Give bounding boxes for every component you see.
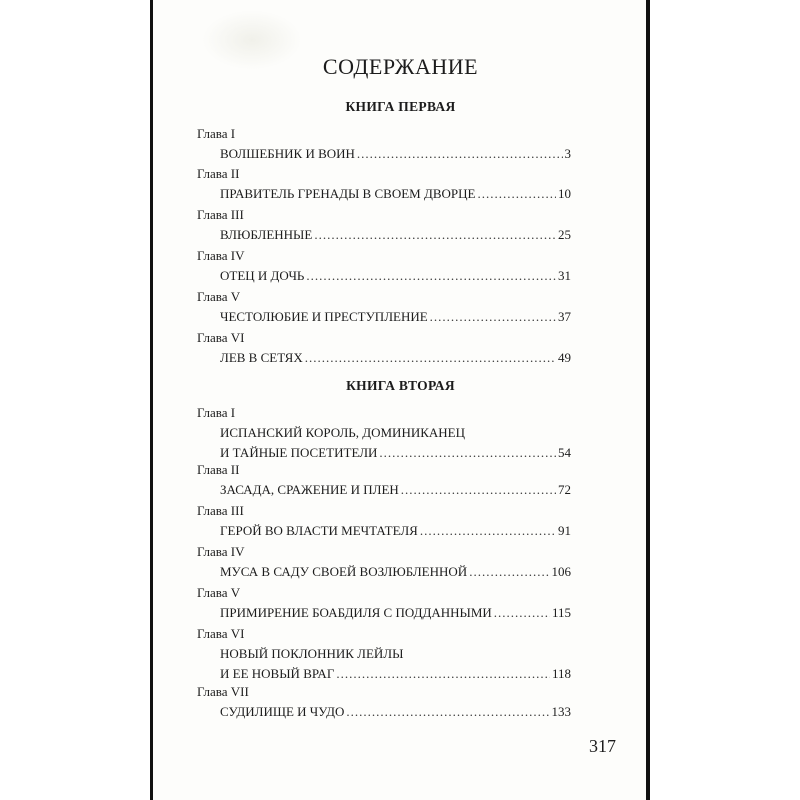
dot-leader (494, 605, 550, 621)
chapter-label: Глава V (197, 585, 241, 600)
dot-leader (357, 146, 563, 162)
book-heading: КНИГА ПЕРВАЯ (345, 99, 456, 114)
book-page (152, 0, 649, 800)
chapter-title: СУДИЛИЩЕ И ЧУДО (220, 704, 345, 719)
dot-leader (314, 227, 556, 243)
chapter-title: ЛЕВ В СЕТЯХ (220, 350, 303, 365)
chapter-title-line (220, 523, 571, 539)
chapter-page-number: 133 (551, 704, 571, 719)
chapter-page-number: 115 (551, 605, 571, 620)
chapter-page-number: 37 (558, 309, 571, 324)
chapter-label: Глава IV (197, 544, 245, 559)
chapter-title: И ТАЙНЫЕ ПОСЕТИТЕЛИ (220, 445, 378, 460)
chapter-label: Глава IV (197, 248, 245, 263)
dot-leader (336, 666, 550, 682)
chapter-page-number: 118 (551, 666, 571, 681)
chapter-label: Глава III (197, 503, 244, 518)
chapter-page-number: 31 (558, 268, 571, 283)
chapter-label: Глава VI (197, 330, 245, 345)
dot-leader (306, 268, 556, 284)
chapter-page-number: 10 (558, 186, 571, 201)
dot-leader (430, 309, 556, 325)
chapter-title: НОВЫЙ ПОКЛОННИК ЛЕЙЛЫ (220, 646, 404, 661)
chapter-title-line (220, 605, 571, 621)
dot-leader (469, 564, 549, 580)
chapter-page-number: 54 (558, 445, 571, 460)
chapter-title: ЧЕСТОЛЮБИЕ И ПРЕСТУПЛЕНИЕ (220, 309, 428, 324)
chapter-title: ЗАСАДА, СРАЖЕНИЕ И ПЛЕН (220, 482, 399, 497)
chapter-label: Глава III (197, 207, 244, 222)
chapter-label: Глава VII (197, 684, 249, 699)
left-margin (0, 0, 152, 800)
chapter-label: Глава I (197, 405, 236, 420)
right-margin (649, 0, 800, 800)
chapter-title: ВОЛШЕБНИК И ВОИН (220, 146, 355, 161)
chapter-title: ПРИМИРЕНИЕ БОАБДИЛЯ С ПОДДАННЫМИ (220, 605, 492, 620)
page-number: 317 (589, 736, 616, 756)
chapter-title-line (220, 482, 571, 498)
contents-title: СОДЕРЖАНИЕ (322, 54, 479, 79)
chapter-title-line (220, 666, 571, 682)
chapter-page-number: 3 (564, 146, 571, 161)
right-page-edge (646, 0, 650, 800)
chapter-title: ИСПАНСКИЙ КОРОЛЬ, ДОМИНИКАНЕЦ (220, 425, 465, 440)
dot-leader (477, 186, 556, 202)
dot-leader (379, 445, 556, 461)
dot-leader (305, 350, 556, 366)
chapter-title-line (220, 309, 571, 325)
chapter-label: Глава V (197, 289, 241, 304)
chapter-title-line (220, 268, 571, 284)
chapter-label: Глава I (197, 126, 236, 141)
chapter-title: ПРАВИТЕЛЬ ГРЕНАДЫ В СВОЕМ ДВОРЦЕ (220, 186, 476, 201)
chapter-page-number: 25 (558, 227, 571, 242)
chapter-title-line (220, 350, 571, 366)
chapter-page-number: 91 (558, 523, 571, 538)
book-heading: КНИГА ВТОРАЯ (346, 378, 455, 393)
chapter-page-number: 106 (551, 564, 571, 579)
chapter-title-line (220, 704, 571, 720)
chapter-title: ВЛЮБЛЕННЫЕ (220, 227, 313, 242)
chapter-title-line (220, 227, 571, 243)
chapter-page-number: 49 (558, 350, 571, 365)
chapter-title-line (220, 146, 571, 162)
chapter-label: Глава VI (197, 626, 245, 641)
chapter-title: ГЕРОЙ ВО ВЛАСТИ МЕЧТАТЕЛЯ (220, 523, 418, 538)
chapter-title: МУСА В САДУ СВОЕЙ ВОЗЛЮБЛЕННОЙ (220, 564, 468, 579)
chapter-label: Глава II (197, 166, 240, 181)
chapter-title-line (220, 564, 571, 580)
dot-leader (401, 482, 556, 498)
chapter-label: Глава II (197, 462, 240, 477)
chapter-page-number: 72 (558, 482, 571, 497)
chapter-title: ОТЕЦ И ДОЧЬ (220, 268, 305, 283)
chapter-title: И ЕЕ НОВЫЙ ВРАГ (220, 666, 335, 681)
chapter-title-line-continued (220, 646, 571, 662)
dot-leader (420, 523, 556, 539)
chapter-title-line (220, 445, 571, 461)
chapter-title-line (220, 186, 571, 202)
chapter-title-line-continued (220, 425, 571, 441)
dot-leader (346, 704, 549, 720)
left-page-edge (150, 0, 153, 800)
